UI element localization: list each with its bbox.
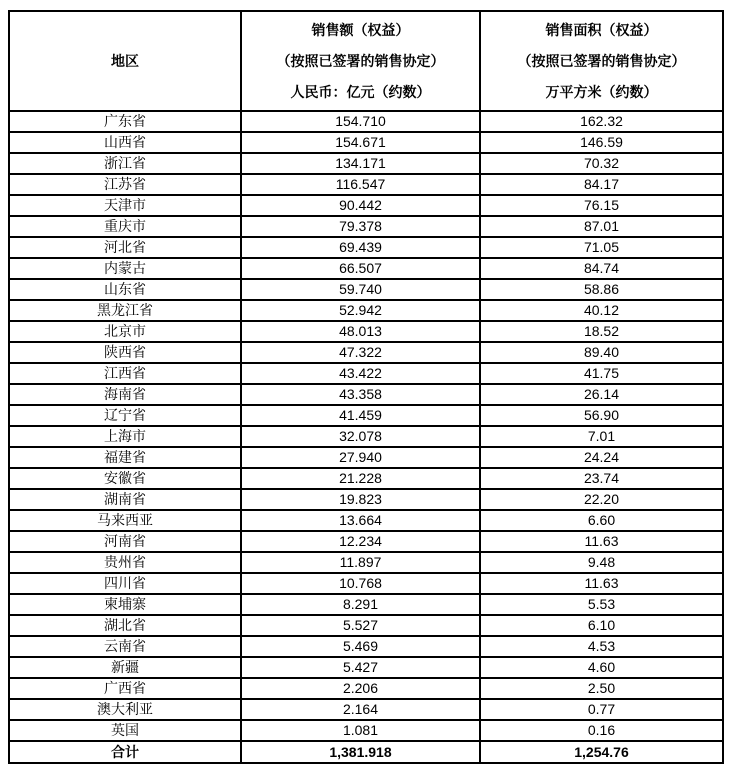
table-row (9, 111, 723, 132)
table-row (9, 468, 723, 489)
sales-amount-cell: 12.234 (241, 531, 480, 552)
sales-area-cell: 2.50 (480, 678, 723, 699)
sales-area-cell: 4.60 (480, 657, 723, 678)
sales-amount-cell: 21.228 (241, 468, 480, 489)
region-cell: 河北省 (9, 237, 241, 258)
sales-amount-cell: 48.013 (241, 321, 480, 342)
sales-amount-cell: 154.710 (241, 111, 480, 132)
sales-amount-cell: 43.422 (241, 363, 480, 384)
sales-amount-cell: 32.078 (241, 426, 480, 447)
sales-area-cell: 87.01 (480, 216, 723, 237)
sales-area-cell: 71.05 (480, 237, 723, 258)
table-row (9, 594, 723, 615)
sales-amount-cell: 27.940 (241, 447, 480, 468)
table-body (9, 111, 723, 741)
sales-amount-cell: 11.897 (241, 552, 480, 573)
sales-area-cell: 89.40 (480, 342, 723, 363)
table-row (9, 258, 723, 279)
sales-amount-cell: 47.322 (241, 342, 480, 363)
sales-area-cell: 0.16 (480, 720, 723, 741)
sales-amount-cell: 43.358 (241, 384, 480, 405)
table-row (9, 678, 723, 699)
table-row (9, 405, 723, 426)
sales-area-cell: 7.01 (480, 426, 723, 447)
sales-area-cell: 0.77 (480, 699, 723, 720)
table-row (9, 552, 723, 573)
sales-area-cell: 6.60 (480, 510, 723, 531)
table-row (9, 174, 723, 195)
sales-area-cell: 84.17 (480, 174, 723, 195)
table-row (9, 132, 723, 153)
region-cell: 黑龙江省 (9, 300, 241, 321)
region-cell: 湖南省 (9, 489, 241, 510)
region-cell: 柬埔寨 (9, 594, 241, 615)
sales-area-cell: 146.59 (480, 132, 723, 153)
table-row (9, 636, 723, 657)
region-cell: 陕西省 (9, 342, 241, 363)
table-row (9, 321, 723, 342)
region-cell: 重庆市 (9, 216, 241, 237)
region-cell: 江西省 (9, 363, 241, 384)
region-cell: 山东省 (9, 279, 241, 300)
sales-amount-cell: 5.527 (241, 615, 480, 636)
table-row (9, 447, 723, 468)
table-row (9, 363, 723, 384)
table-row (9, 657, 723, 678)
sales-area-cell: 23.74 (480, 468, 723, 489)
region-cell: 广东省 (9, 111, 241, 132)
sales-area-cell: 58.86 (480, 279, 723, 300)
sales-area-cell: 6.10 (480, 615, 723, 636)
region-cell: 辽宁省 (9, 405, 241, 426)
table-row (9, 195, 723, 216)
table-row (9, 153, 723, 174)
table-header (9, 11, 723, 111)
table-row (9, 615, 723, 636)
sales-area-cell: 41.75 (480, 363, 723, 384)
sales-area-cell: 11.63 (480, 573, 723, 594)
sales-area-header-line1: 销售面积（权益） (545, 22, 658, 38)
region-cell: 英国 (9, 720, 241, 741)
table-row (9, 216, 723, 237)
region-cell: 海南省 (9, 384, 241, 405)
sales-amount-cell: 41.459 (241, 405, 480, 426)
total-sales-amount-cell: 1,381.918 (241, 741, 480, 763)
region-cell: 贵州省 (9, 552, 241, 573)
sales-area-header-line3: 万平方米（约数） (545, 84, 658, 100)
region-cell: 江苏省 (9, 174, 241, 195)
region-cell: 福建省 (9, 447, 241, 468)
total-label-cell: 合计 (9, 741, 241, 763)
sales-area-header-line2: （按照已签署的销售协定） (517, 53, 686, 69)
sales-amount-cell: 52.942 (241, 300, 480, 321)
sales-area-cell: 5.53 (480, 594, 723, 615)
region-cell: 澳大利亚 (9, 699, 241, 720)
sales-amount-cell: 79.378 (241, 216, 480, 237)
sales-amount-cell: 90.442 (241, 195, 480, 216)
sales-area-cell: 162.32 (480, 111, 723, 132)
table-row (9, 489, 723, 510)
sales-area-cell: 76.15 (480, 195, 723, 216)
total-row (9, 741, 723, 763)
sales-area-cell: 22.20 (480, 489, 723, 510)
table-row (9, 237, 723, 258)
sales-area-cell: 11.63 (480, 531, 723, 552)
sales-amount-cell: 19.823 (241, 489, 480, 510)
region-cell: 四川省 (9, 573, 241, 594)
sales-amount-cell: 59.740 (241, 279, 480, 300)
table-row (9, 300, 723, 321)
sales-amount-cell: 1.081 (241, 720, 480, 741)
sales-area-cell: 18.52 (480, 321, 723, 342)
sales-amount-cell: 66.507 (241, 258, 480, 279)
sales-amount-cell: 13.664 (241, 510, 480, 531)
table-row (9, 384, 723, 405)
sales-amount-cell: 2.206 (241, 678, 480, 699)
region-cell: 浙江省 (9, 153, 241, 174)
sales-amount-cell: 2.164 (241, 699, 480, 720)
column-header-region: 地区 (9, 11, 241, 111)
sales-amount-cell: 154.671 (241, 132, 480, 153)
sales-amount-header-line2: （按照已签署的销售协定） (276, 53, 445, 69)
sales-amount-cell: 8.291 (241, 594, 480, 615)
sales-amount-cell: 134.171 (241, 153, 480, 174)
sales-area-cell: 56.90 (480, 405, 723, 426)
table-row (9, 699, 723, 720)
region-cell: 上海市 (9, 426, 241, 447)
table-row (9, 342, 723, 363)
region-cell: 北京市 (9, 321, 241, 342)
region-cell: 内蒙古 (9, 258, 241, 279)
sales-area-cell: 4.53 (480, 636, 723, 657)
sales-by-region-table (8, 10, 724, 764)
header-row (9, 11, 723, 111)
total-sales-area-cell: 1,254.76 (480, 741, 723, 763)
table-footer (9, 741, 723, 763)
region-cell: 云南省 (9, 636, 241, 657)
table-row (9, 426, 723, 447)
sales-area-cell: 26.14 (480, 384, 723, 405)
region-cell: 河南省 (9, 531, 241, 552)
sales-area-cell: 84.74 (480, 258, 723, 279)
region-cell: 新疆 (9, 657, 241, 678)
sales-amount-header-line1: 销售额（权益） (311, 22, 410, 38)
sales-amount-cell: 5.427 (241, 657, 480, 678)
region-cell: 湖北省 (9, 615, 241, 636)
table-row (9, 573, 723, 594)
column-header-sales-area (480, 11, 723, 111)
region-cell: 马来西亚 (9, 510, 241, 531)
region-cell: 山西省 (9, 132, 241, 153)
sales-amount-cell: 10.768 (241, 573, 480, 594)
sales-area-cell: 24.24 (480, 447, 723, 468)
table-row (9, 279, 723, 300)
column-header-sales-amount (241, 11, 480, 111)
sales-amount-cell: 5.469 (241, 636, 480, 657)
table-row (9, 510, 723, 531)
table-row (9, 720, 723, 741)
sales-area-cell: 40.12 (480, 300, 723, 321)
sales-area-cell: 70.32 (480, 153, 723, 174)
sales-amount-cell: 116.547 (241, 174, 480, 195)
sales-amount-header-line3: 人民币：亿元（约数） (290, 84, 431, 100)
region-cell: 天津市 (9, 195, 241, 216)
region-cell: 安徽省 (9, 468, 241, 489)
region-cell: 广西省 (9, 678, 241, 699)
sales-amount-cell: 69.439 (241, 237, 480, 258)
sales-area-cell: 9.48 (480, 552, 723, 573)
table-row (9, 531, 723, 552)
